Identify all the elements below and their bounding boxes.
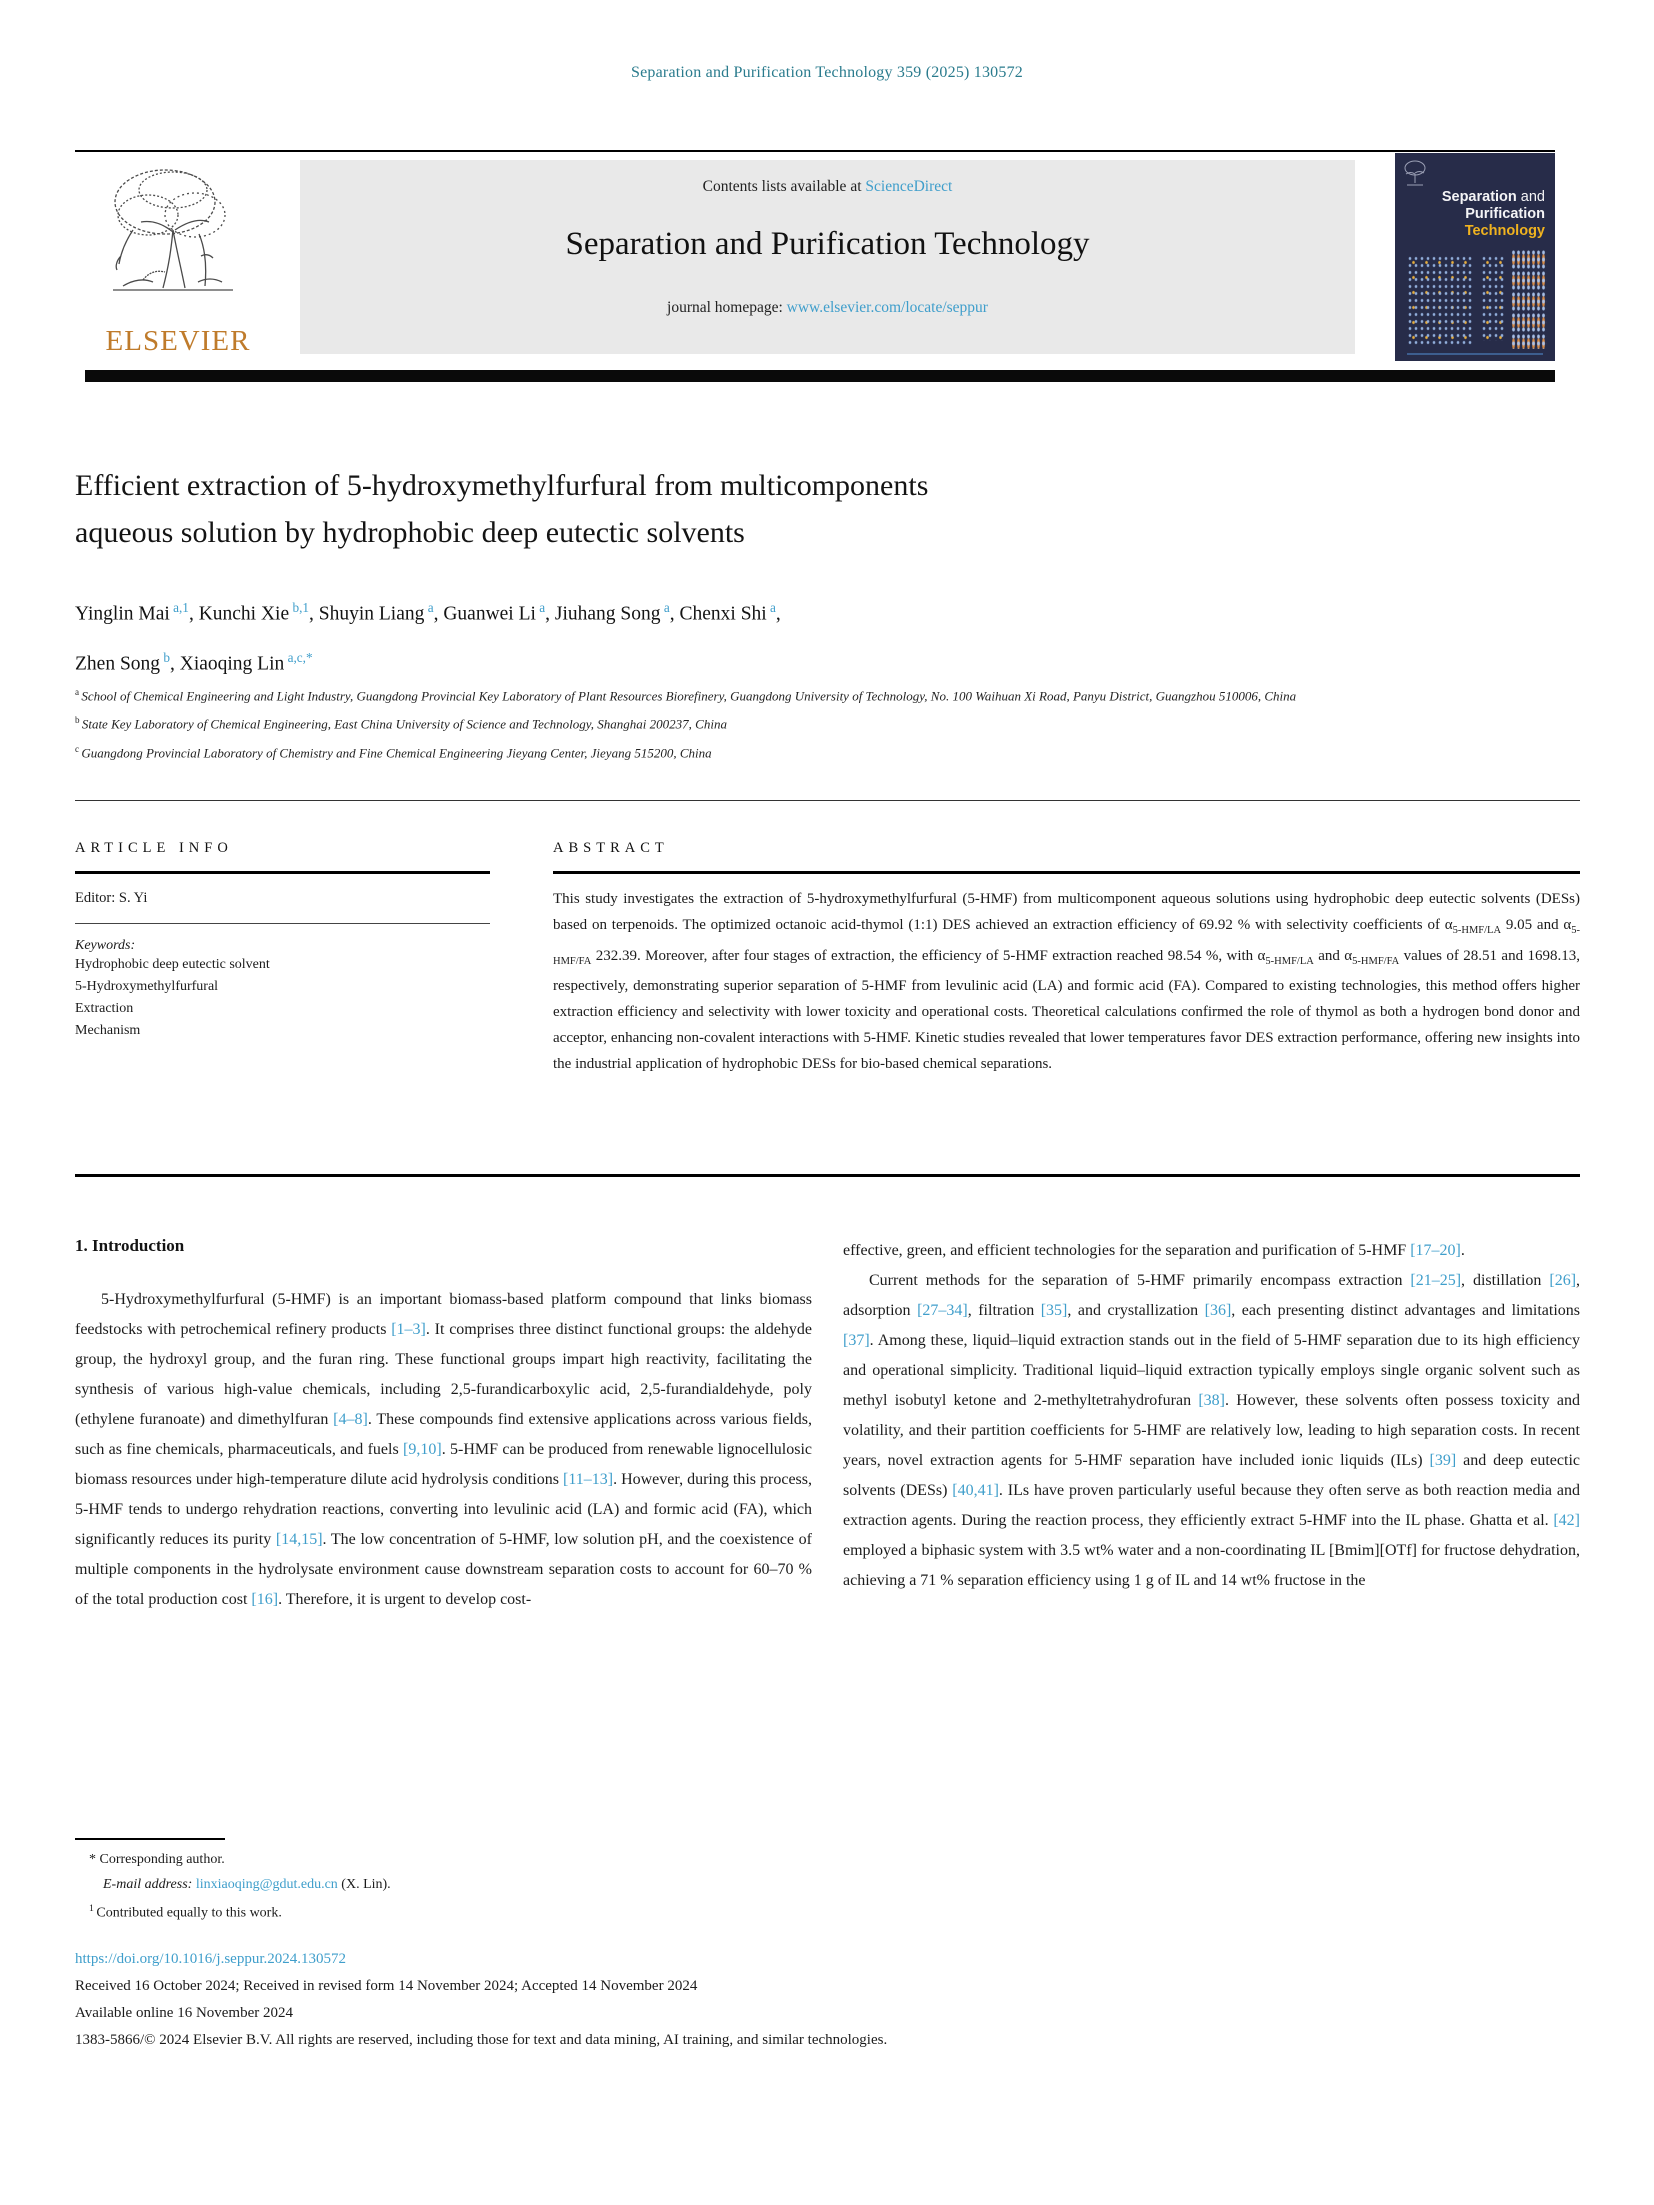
abstract-text: This study investigates the extraction of 5-hydroxymethylfurfural (5-HMF) from multicomponent aqueous solutions using hydrophobic deep eutectic solvents (DESs) based on terpenoids. The optimized octanoic acid-thymol (1:1) DES achieved an extraction efficiency of 69.92 % with selectivity coefficients of $\alpha_{5-HMF/LA}$ 9.05 and $\alpha_{5-HMF/FA}$ 232.39. Moreover, after four stages of extraction, the efficiency of 5-HMF extraction reached 98.54 %, with $\alpha_{5-HMF/LA}$ and $\alpha_{5-HMF/FA}$ values of 28.51 and 1698.13, respectively, demonstrating superior separation of 5-HMF from levulinic acid (LA) and formic acid (FA). Compared to existing technologies, this method offers higher extraction efficiency and selectivity with lower toxicity and operational costs. Theoretical calculations confirmed the role of thymol as both a hydrogen bond donor and acceptor, enhancing non-covalent interactions with 5-HMF. Kinetic studies revealed that lower temperatures favor DES extraction performance, offering new insights into the industrial application of hydrophobic DESs for bio-based chemical separations. <box>553 891 1580 1072</box>
article-info-heading: ARTICLE INFO <box>75 840 233 856</box>
cover-dot-pattern <box>1511 249 1547 349</box>
inline-link[interactable]: [27–34] <box>917 1302 968 1319</box>
article-info-rule <box>75 871 490 874</box>
header-bottom-bar <box>85 370 1555 382</box>
article-footer <box>75 1946 1580 2054</box>
cover-dot-pattern <box>1407 255 1473 347</box>
editor-divider-rule <box>75 923 490 924</box>
affiliation-b: $^b$ State Key Laboratory of Chemical Engineering, East China University of Science and Technology, Shanghai 200237, China <box>75 715 727 732</box>
body-column-left <box>75 1236 812 1615</box>
available-online: Available online 16 November 2024 <box>75 2005 293 2021</box>
inline-link[interactable]: [16] <box>251 1591 279 1608</box>
inline-link[interactable]: [1–3] <box>391 1321 426 1338</box>
inline-link[interactable]: [4–8] <box>333 1411 368 1428</box>
cover-dot-pattern <box>1481 255 1505 341</box>
inline-link[interactable]: [11–13] <box>563 1471 614 1488</box>
inline-link[interactable]: [17–20] <box>1410 1242 1461 1259</box>
abstract-section <box>553 840 1580 1078</box>
journal-header-box <box>300 160 1355 354</box>
intro-paragraph-left: 5-Hydroxymethylfurfural (5-HMF) is an important biomass-based platform compound that links biomass feedstocks with petrochemical refinery products [1–3]. It comprises three distinct functional groups: the aldehyde group, the hydroxyl group, and the furan ring. These functional groups impart high reactivity, facilitating the synthesis of various high-value chemicals, including 2,5-furandicarboxylic acid, 2,5-furandialdehyde, poly (ethylene furanoate) and dimethylfuran [4–8]. These compounds find extensive applications across various fields, such as fine chemicals, pharmaceuticals, and fuels [9,10]. 5-HMF can be produced from renewable lignocellulosic biomass resources under high-temperature dilute acid hydrolysis conditions [11–13]. However, during this process, 5-HMF tends to undergo rehydration reactions, converting into levulinic acid (LA) and formic acid (FA), which significantly reduces its purity [14,15]. The low concentration of 5-HMF, low solution pH, and the coexistence of multiple components in the hydrolysate environment cause downstream separation costs to account for 60–70 % of the total production cost [16]. Therefore, it is urgent to develop cost- <box>75 1291 812 1608</box>
cover-line3: Technology <box>1464 223 1545 239</box>
inline-link[interactable]: [36] <box>1204 1302 1232 1319</box>
inline-link[interactable]: [21–25] <box>1410 1272 1462 1289</box>
homepage-prefix: journal homepage: <box>667 299 787 316</box>
introduction-heading: 1. Introduction <box>75 1236 185 1255</box>
received-dates: Received 16 October 2024; Received in revised form 14 November 2024; Accepted 14 November 2024 <box>75 1978 698 1994</box>
author-line1: Yinglin Mai $^{a,1}$, Kunchi Xie $^{b,1}$, Shuyin Liang $^a$, Guanwei Li $^a$, Jiuhang Song $^a$, Chenxi Shi $^a$, <box>75 600 781 625</box>
keywords-list <box>75 954 490 1042</box>
email-note: E-mail address: linxiaoqing@gdut.edu.cn (X. Lin). <box>103 1876 391 1892</box>
footnotes <box>75 1838 812 1926</box>
elsevier-wordmark: ELSEVIER <box>105 325 251 357</box>
inline-link[interactable]: [26] <box>1549 1272 1577 1289</box>
inline-link[interactable]: [37] <box>843 1332 870 1349</box>
cover-line2: Purification <box>1465 206 1545 222</box>
intro-paragraph-right-2: Current methods for the separation of 5-HMF primarily encompass extraction [21–25], distillation [26], adsorption [27–34], filtration [35], and crystallization [36], each presenting distinct advantages and limitations [37]. Among these, liquid–liquid extraction stands out in the field of 5-HMF separation due to its high efficiency and operational simplicity. Traditional liquid–liquid extraction typically employs single organic solvent such as methyl isobutyl ketone and 2-methyltetrahydrofuran [38]. However, these solvents often possess toxicity and volatility, and their partition coefficients for 5-HMF are relatively low, leading to high separation costs. In recent years, novel extraction agents for 5-HMF separation have included ionic liquids (ILs) [39] and deep eutectic solvents (DESs) [40,41]. ILs have proven particularly useful because they often serve as both reaction media and extraction agents. During the reaction process, they efficiently extract 5-HMF into the IL phase. Ghatta et al. [42] employed a biphasic system with 3.5 wt% water and a non-coordinating IL [Bmim][OTf] for fructose dehydration, achieving a 71 % separation efficiency using 1 g of IL and 14 wt% fructose in the <box>843 1272 1581 1589</box>
inline-link[interactable]: [42] <box>1553 1512 1580 1529</box>
header-top-rule <box>75 150 1555 152</box>
keywords-label: Keywords: <box>75 938 136 953</box>
author-list <box>75 586 1535 685</box>
article-title-line1: Efficient extraction of 5-hydroxymethylfurfural from multicomponents <box>75 469 929 502</box>
sciencedirect-link[interactable]: ScienceDirect <box>865 178 953 195</box>
contents-prefix: Contents lists available at <box>702 178 866 195</box>
inline-link[interactable]: [35] <box>1040 1302 1068 1319</box>
author-line2: Zhen Song $^b$, Xiaoqing Lin $^{a,c,*}$ <box>75 649 313 674</box>
inline-link[interactable]: [39] <box>1429 1452 1457 1469</box>
doi-link[interactable]: https://doi.org/10.1016/j.seppur.2024.130572 <box>75 1951 346 1967</box>
footnote-rule <box>75 1838 225 1840</box>
keyword-item: Hydrophobic deep eutectic solvent <box>75 957 270 972</box>
keyword-item: 5-Hydroxymethylfurfural <box>75 979 219 994</box>
journal-title: Separation and Purification Technology <box>565 226 1090 262</box>
body-column-right <box>843 1236 1580 1596</box>
cover-url-strip <box>1407 353 1543 355</box>
abstract-bottom-rule <box>75 1174 1580 1177</box>
inline-link[interactable]: [38] <box>1198 1392 1225 1409</box>
elsevier-logo <box>78 160 278 360</box>
keyword-item: Extraction <box>75 1001 134 1016</box>
abstract-rule <box>553 871 1580 874</box>
copyright-line: 1383-5866/© 2024 Elsevier B.V. All rights are reserved, including those for text and data mining, AI training, and similar technologies. <box>75 2032 888 2048</box>
info-section-top-rule <box>75 800 1580 801</box>
contributed-note: $^1$ Contributed equally to this work. <box>89 1903 282 1921</box>
keyword-item: Mechanism <box>75 1023 141 1038</box>
abstract-heading: ABSTRACT <box>553 840 669 856</box>
inline-link[interactable]: [14,15] <box>275 1531 323 1548</box>
cover-line1-rest: and <box>1516 189 1545 205</box>
elsevier-tree-icon <box>103 160 253 318</box>
cover-line1-bold: Separation <box>1441 189 1517 205</box>
contents-list-line <box>300 178 1355 196</box>
corresponding-author-note: * Corresponding author. <box>89 1852 225 1867</box>
affiliation-c: $^c$ Guangdong Provincial Laboratory of Chemistry and Fine Chemical Engineering Jieyang Center, Jieyang 515200, China <box>75 743 712 760</box>
inline-link[interactable]: [9,10] <box>403 1441 442 1458</box>
intro-paragraph-right-1: effective, green, and efficient technologies for the separation and purification of 5-HMF [17–20]. <box>843 1242 1465 1259</box>
article-title-line2: aqueous solution by hydrophobic deep eutectic solvents <box>75 516 745 549</box>
inline-link[interactable]: linxiaoqing@gdut.edu.cn <box>192 1876 338 1892</box>
journal-reference-line: Separation and Purification Technology 359 (2025) 130572 <box>631 64 1023 81</box>
article-info-section <box>75 840 490 1042</box>
article-title <box>75 462 1375 556</box>
cover-elsevier-mini-logo <box>1402 159 1428 189</box>
homepage-link[interactable]: www.elsevier.com/locate/seppur <box>786 299 988 316</box>
journal-cover-thumbnail <box>1395 153 1555 361</box>
editor-line: Editor: S. Yi <box>75 890 148 906</box>
cover-title <box>1442 189 1545 240</box>
affiliations <box>75 680 1575 765</box>
journal-homepage-line <box>300 299 1355 317</box>
inline-link[interactable]: [40,41] <box>952 1482 999 1499</box>
affiliation-a: $^a$ School of Chemical Engineering and Light Industry, Guangdong Provincial Key Laboratory of Plant Resources Biorefinery, Guangdong University of Technology, No. 100 Waihuan Xi Road, Panyu District, Guangzhou 510006, China <box>75 687 1297 704</box>
